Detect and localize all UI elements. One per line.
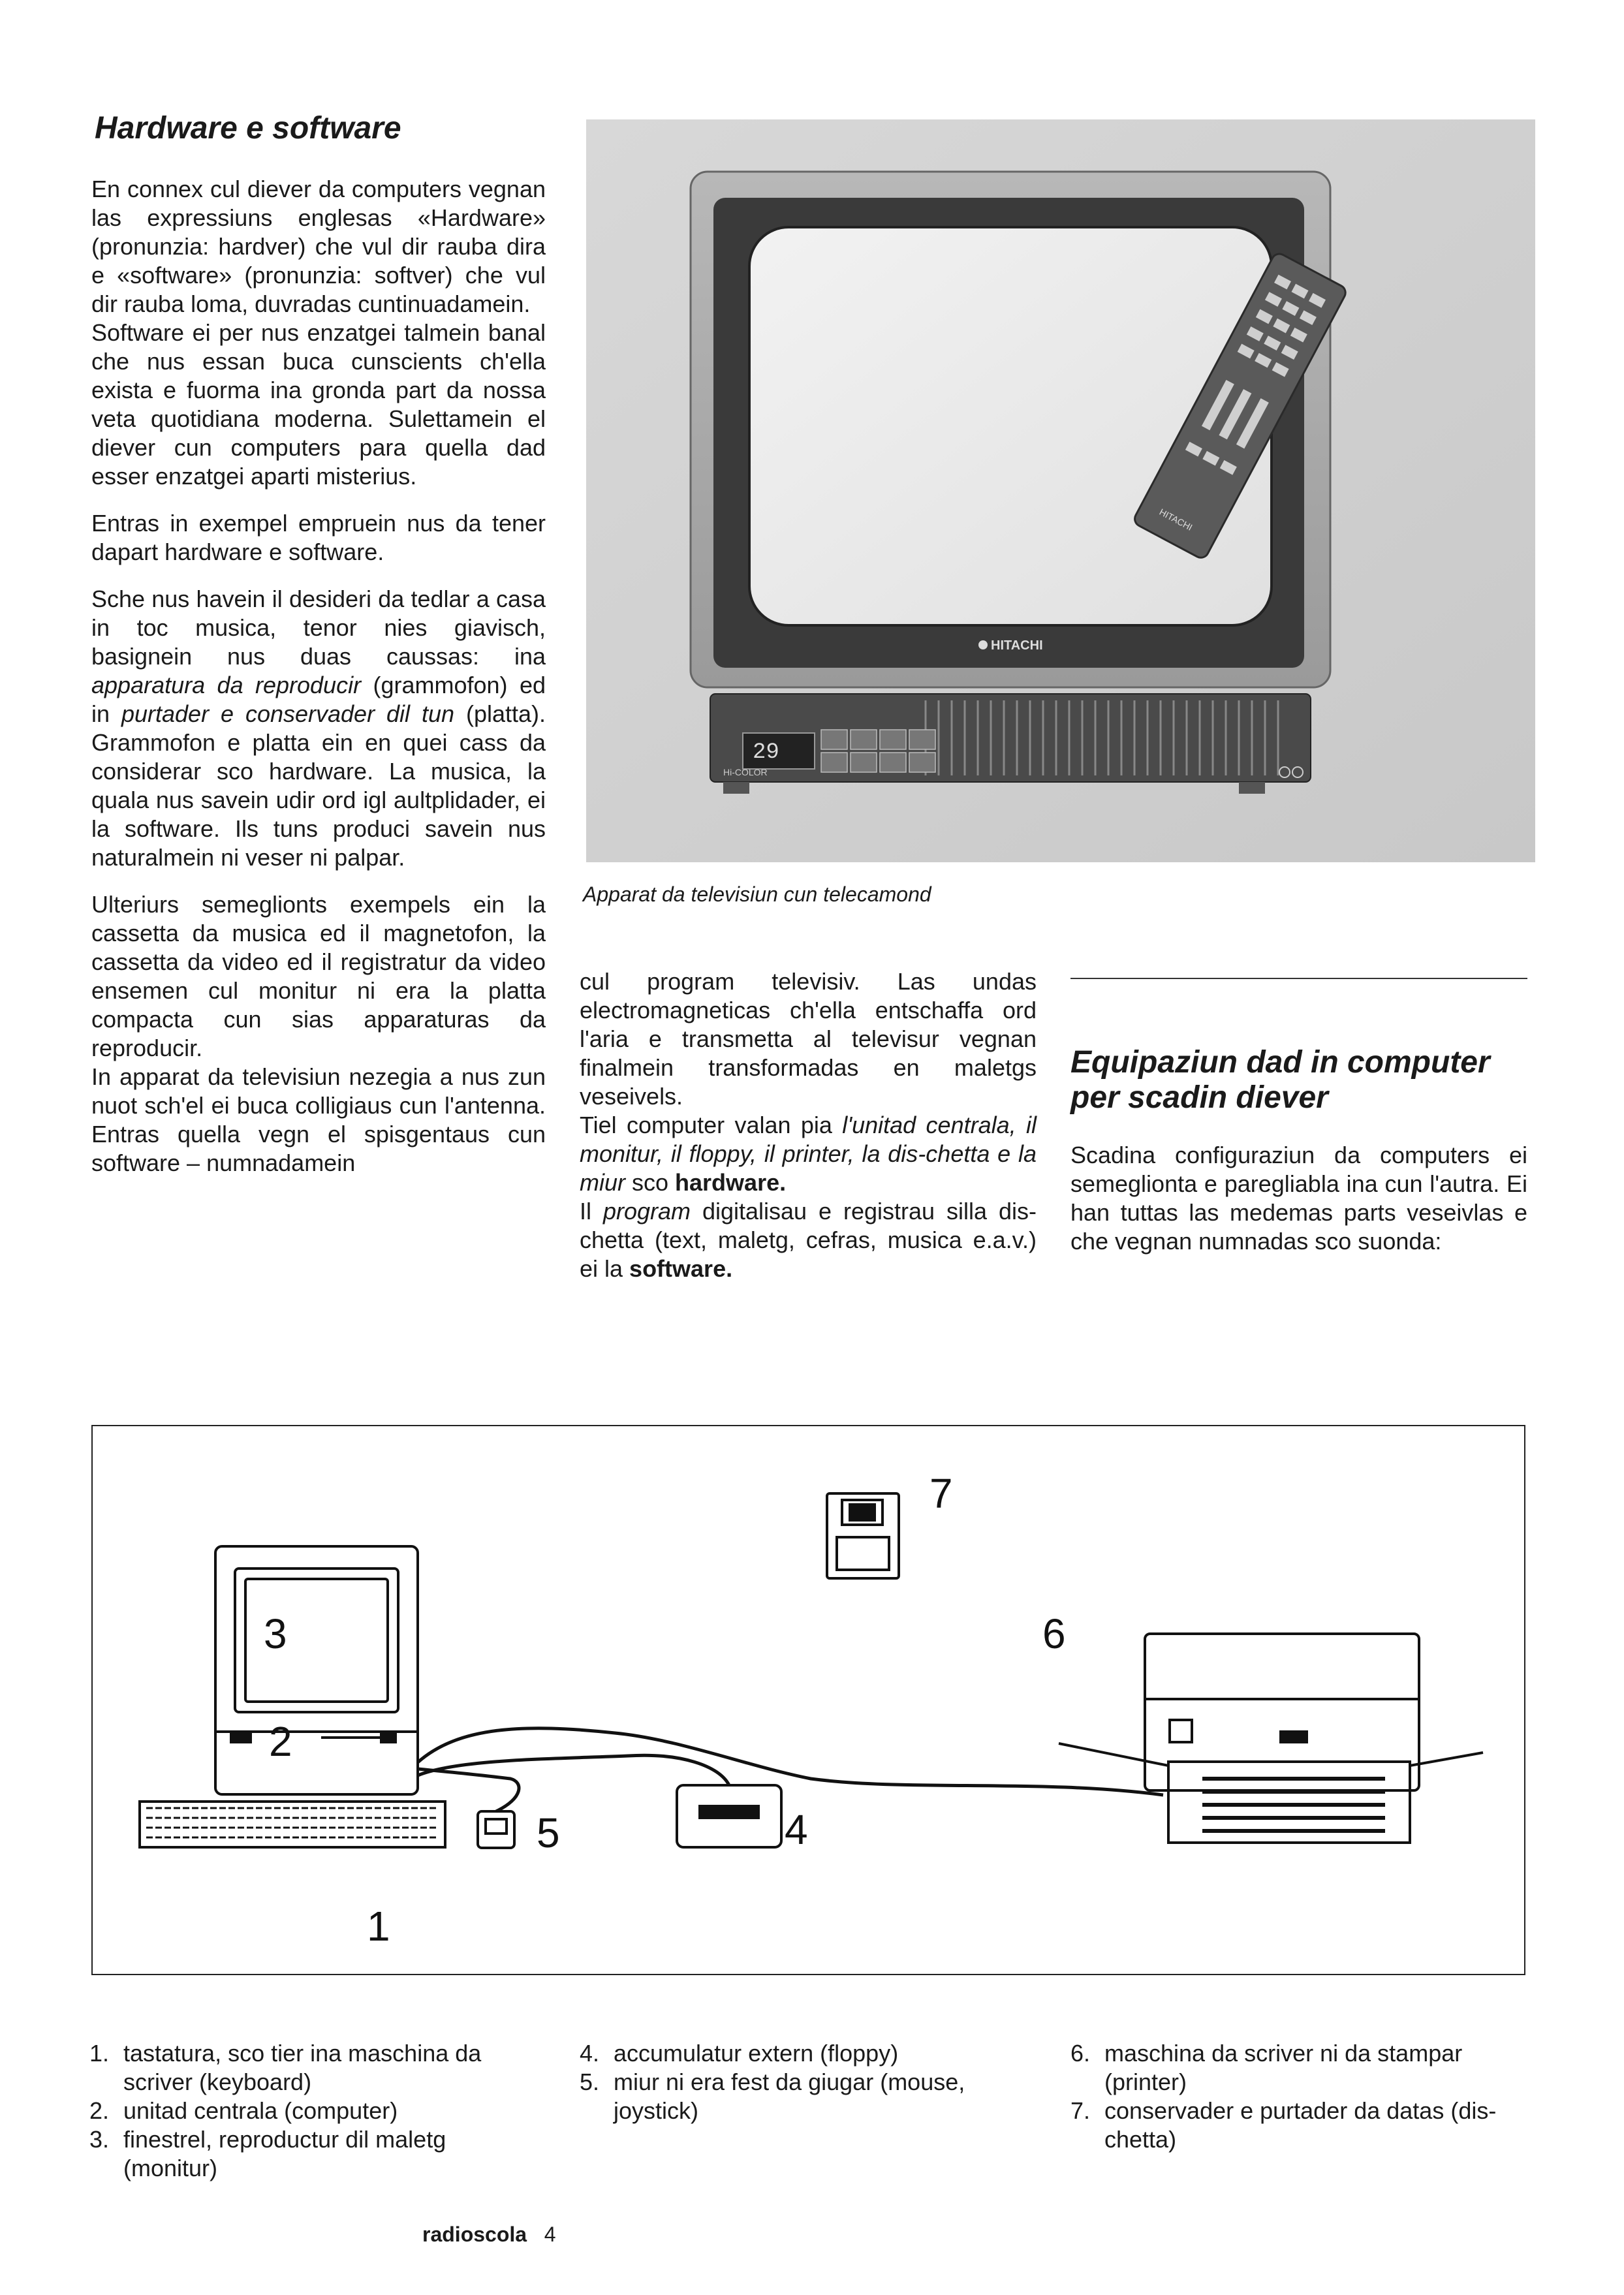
remote-brand-label: HITACHI (1157, 506, 1195, 533)
paragraph: cul program televisiv. Las undas electromagneticas ch'ella entschaffa ord l'aria e transmetta al televisur vegnan finalmein transformadas en maletgs veseivels. (580, 968, 1037, 1110)
tv-channel-display: 29 (753, 740, 779, 765)
label-3: 3 (264, 1610, 287, 1657)
tv-photo (586, 119, 1535, 862)
paragraph: Tiel computer valan pia l'unitad centrala, il monitur, il floppy, il printer, la dis-chetta e la miur sco hardware. (580, 1112, 1037, 1196)
right-column-text: Scadina configuraziun da computers ei semeglionta e paregliabla ina cun l'autra. Ei han tuttas las medemas parts veseivlas e che vegnan numnadas sco suonda: (1070, 1142, 1527, 1255)
label-1: 1 (367, 1903, 390, 1950)
section-heading-equipaziun: Equipaziun dad in computer per scadin diever (1070, 1045, 1490, 1115)
paragraph: In apparat da televisiun nezegia a nus zun nuot sch'el ei buca colligiaus cun l'antenna. Entras quella vegn el spisgentaus cun software – numnadamein (91, 1063, 546, 1176)
label-7: 7 (929, 1470, 953, 1517)
mouse-icon (478, 1811, 514, 1848)
legend-item: 5. miur ni era fest da giugar (mouse, joystick) (580, 2069, 965, 2124)
left-column-text (91, 175, 546, 1178)
page-number: 4 (544, 2223, 556, 2246)
paragraph: En connex cul diever da computers vegnan las expressiuns englesas «Hardware» (pronunzia: hardver) che vul dir rauba dira e «software» (pronunzia: softver) che vul dir rauba loma, duvradas cuntinuadamein. (91, 176, 546, 317)
legend-item: 2. unitad centrala (computer) (89, 2097, 398, 2124)
printer-icon (1059, 1634, 1483, 1843)
legend-item: 6. maschina da scriver ni da stampar (printer) (1070, 2040, 1463, 2095)
label-6: 6 (1042, 1610, 1066, 1657)
column-divider (1070, 978, 1527, 979)
paragraph: Sche nus havein il desideri da tedlar a casa in toc musica, tenor nies giavisch, basignein nus duas caussas: ina apparatura da reproducir (grammofon) ed in purtader e conservader dil tun (platta). Grammofon e platta ein en quei cass da considerar sco hardware. La musica, la quala nus savein udir ord igl aultplidader, ei la software. Ils tuns produci savein nus naturalmein ni veser ni palpar. (91, 585, 546, 871)
tv-model-label: Hi-COLOR (723, 767, 768, 777)
legend-item: 1. tastatura, sco tier ina maschina da scriver (keyboard) (89, 2040, 482, 2095)
label-2: 2 (269, 1718, 292, 1765)
legend-column-2 (580, 2039, 984, 2125)
legend-column-3 (1070, 2039, 1501, 2154)
keyboard-icon (140, 1802, 445, 1847)
floppy-drive-icon (677, 1785, 781, 1847)
legend-item: 7. conservader e purtader da datas (dis-chetta) (1070, 2097, 1497, 2153)
publication-name: radioscola (422, 2223, 527, 2246)
legend-item: 3. finestrel, reproductur dil maletg (monitur) (89, 2126, 446, 2181)
legend-item: 4. accumulatur extern (floppy) (580, 2040, 899, 2067)
tv-brand-label: HITACHI (991, 638, 1043, 653)
computer-setup-diagram (91, 1425, 1525, 1975)
photo-caption: Apparat da televisiun cun telecamond (583, 882, 931, 906)
label-5: 5 (537, 1809, 560, 1856)
diskette-icon (827, 1493, 899, 1578)
computer-icon (215, 1546, 418, 1794)
paragraph: Software ei per nus enzatgei talmein banal che nus essan buca cunscients ch'ella exista e fuorma ina gronda part da nossa veta quotidiana moderna. Sulettamein el diever cun computers para quella dad esser enzatgei aparti misterius. (91, 319, 546, 490)
paragraph: Ulteriurs semeglionts exempels ein la cassetta da musica ed il magnetofon, la cassetta da video ed il registratur da video ensemen cul monitur ni era la platta compacta cun sias apparaturas da reproducir. (91, 891, 546, 1061)
label-4: 4 (785, 1806, 808, 1853)
brand-logo-icon (978, 640, 988, 649)
section-heading-hardware-software: Hardware e software (95, 111, 401, 146)
cable-lines (418, 1728, 1163, 1811)
middle-column-text (580, 967, 1037, 1283)
page-footer (422, 2223, 556, 2247)
paragraph: Il program digitalisau e registrau silla dis-chetta (text, maletg, cefras, musica e.a.v.) ei la software. (580, 1198, 1037, 1282)
paragraph: Entras in exempel empruein nus da tener dapart hardware e software. (91, 510, 546, 565)
legend-column-1 (89, 2039, 494, 2183)
